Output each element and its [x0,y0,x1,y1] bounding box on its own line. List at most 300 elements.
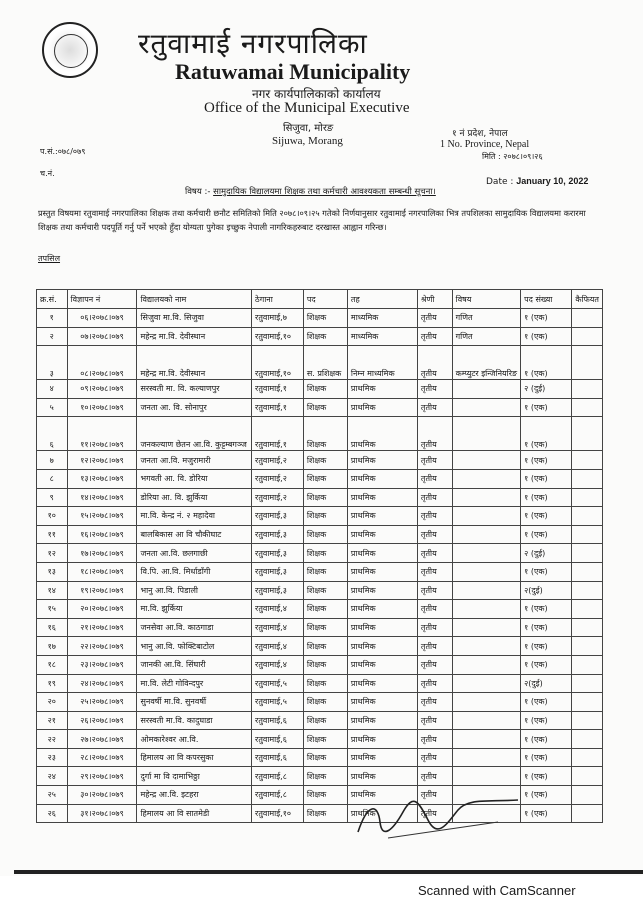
table-cell: ०६।२०७८।०७९ [67,309,137,328]
table-cell: शिक्षक [303,544,347,563]
col-address: ठेगाना [252,290,304,309]
table-cell: १९ [37,674,68,693]
table-cell [452,600,521,619]
table-cell: प्राथमिक [347,380,417,399]
table-cell: ०७।२०७८।०७९ [67,327,137,346]
table-cell: प्राथमिक [347,637,417,656]
table-cell: शिक्षक [303,600,347,619]
table-row [37,525,603,544]
table-cell: प्राथमिक [347,693,417,712]
table-row [37,618,603,637]
table-cell [572,618,603,637]
table-cell: जनता आ.वि. छलगाछी [137,544,252,563]
municipality-emblem-icon [42,22,98,78]
table-cell: १ [37,309,68,328]
table-cell: जानकी आ.वि. सिंघारी [137,655,252,674]
col-subject: विषय [452,290,521,309]
table-cell [572,674,603,693]
table-cell: प्राथमिक [347,804,417,823]
table-cell: १९।२०७८।०७९ [67,581,137,600]
table-cell: २०।२०७८।०७९ [67,600,137,619]
subject-line [185,186,436,197]
table-row [37,507,603,526]
table-cell: रतुवामाई,१० [252,327,304,346]
table-cell: तृतीय [417,309,452,328]
table-cell: प्राथमिक [347,655,417,674]
table-cell: २१ [37,711,68,730]
table-cell: रतुवामाई,१० [252,346,304,380]
office-name-np: नगर कार्यपालिकाको कार्यालय [252,87,381,101]
table-cell: स. प्रशिक्षक [303,346,347,380]
table-cell: रतुवामाई,६ [252,748,304,767]
table-cell: शिक्षक [303,804,347,823]
table-cell: १६।२०७८।०७९ [67,525,137,544]
table-cell: १ (एक) [521,767,572,786]
table-cell [452,693,521,712]
table-cell: तृतीय [417,380,452,399]
intro-paragraph: प्रस्तुत विषयमा रतुवामाई नगरपालिका शिक्षक तथा कर्मचारी छनौट समितिको मिति २०७८।०९।२५ गतेको निर्णयानुसार रतुवामाई नगरपालिका भित्र तपशिलका सामुदायिक विद्यालयमा करारमा शिक्षक तथा कर्मचारी पदपूर्ति गर्नु पर्ने भएको हुँदा योग्यता पुगेका इच्छुक नेपाली नागरिकहरुबाट दरखास्त आह्वान गरिन्छ। [38,208,586,232]
table-cell [572,637,603,656]
table-cell: शिक्षक [303,730,347,749]
table-row [37,346,603,380]
table-cell: मा.वि. केन्द्र नं. २ महादेवा [137,507,252,526]
col-remarks: कैफियत [572,290,603,309]
table-cell: १३।२०७८।०७९ [67,469,137,488]
table-cell: २४ [37,767,68,786]
table-cell: १ (एक) [521,730,572,749]
table-cell: २६।२०७८।०७९ [67,711,137,730]
table-cell: तृतीय [417,525,452,544]
table-row [37,655,603,674]
col-level: तह [347,290,417,309]
table-cell: सिजुवा मा.वि. सिजुवा [137,309,252,328]
col-sn: क्र.सं. [37,290,68,309]
table-cell: प्राथमिक [347,786,417,805]
table-cell: दुर्गा मा वि दामाभिठ्ठा [137,767,252,786]
table-cell: १३ [37,562,68,581]
table-cell: बालबिकास आ वि चौकीघाट [137,525,252,544]
table-row [37,581,603,600]
table-cell: १ (एक) [521,711,572,730]
table-cell: सरस्वती मा. वि. कल्याणपुर [137,380,252,399]
table-cell [572,346,603,380]
municipality-name-np: रतुवामाई नगरपालिका [138,27,368,60]
table-cell: शिक्षक [303,674,347,693]
col-post: पद [303,290,347,309]
table-cell: रतुवामाई,५ [252,674,304,693]
table-cell: तृतीय [417,488,452,507]
table-cell: शिक्षक [303,655,347,674]
table-cell: १ (एक) [521,346,572,380]
table-cell: १० [37,507,68,526]
table-row [37,693,603,712]
table-cell [452,637,521,656]
table-cell: १ (एक) [521,693,572,712]
table-cell: १ (एक) [521,525,572,544]
table-cell: तृतीय [417,655,452,674]
table-row [37,562,603,581]
table-cell [452,488,521,507]
table-cell: शिक्षक [303,637,347,656]
table-cell: रतुवामाई,६ [252,711,304,730]
table-cell: २२ [37,730,68,749]
table-cell: तृतीय [417,637,452,656]
table-cell: मा.वि. झुर्किया [137,600,252,619]
table-cell [452,417,521,451]
table-cell: शिक्षक [303,469,347,488]
table-cell [452,767,521,786]
table-cell [572,693,603,712]
table-cell: २३।२०७८।०७९ [67,655,137,674]
table-cell: तृतीय [417,417,452,451]
province-en: 1 No. Province, Nepal [440,139,530,150]
table-cell: प्राथमिक [347,562,417,581]
table-cell: १५।२०७८।०७९ [67,507,137,526]
table-row [37,398,603,417]
table-cell: तृतीय [417,581,452,600]
date-en-value: January 10, 2022 [516,176,589,186]
table-row [37,327,603,346]
table-cell: २९।२०७८।०७९ [67,767,137,786]
table-cell: शिक्षक [303,327,347,346]
table-cell: तृतीय [417,562,452,581]
dispatch-number: च.नं. [40,169,55,178]
table-cell [452,618,521,637]
table-cell: ८ [37,469,68,488]
table-row [37,544,603,563]
reference-number: प.सं.:०७८/०७९ [40,147,86,156]
table-row [37,469,603,488]
office-name-en: Office of the Municipal Executive [204,100,410,116]
table-cell: शिक्षक [303,525,347,544]
table-cell [572,451,603,470]
table-cell: भानु आ.वि. फोक्टिबाटोल [137,637,252,656]
table-row [37,637,603,656]
table-cell: २५ [37,786,68,805]
table-cell: तृतीय [417,600,452,619]
table-cell: तृतीय [417,451,452,470]
table-cell [452,730,521,749]
table-cell: २ [37,327,68,346]
table-cell: तृतीय [417,346,452,380]
table-cell: प्राथमिक [347,417,417,451]
table-cell: २२।२०७८।०७९ [67,637,137,656]
table-cell: गणित [452,327,521,346]
table-cell: १ (एक) [521,637,572,656]
table-cell: प्राथमिक [347,618,417,637]
table-cell: प्राथमिक [347,451,417,470]
table-cell [572,581,603,600]
table-cell [572,600,603,619]
table-cell: शिक्षक [303,451,347,470]
table-cell: १८।२०७८।०७९ [67,562,137,581]
table-cell: तृतीय [417,507,452,526]
table-cell: गणित [452,309,521,328]
table-cell: २ (दुई) [521,380,572,399]
table-cell: रतुवामाई,१ [252,417,304,451]
table-cell: १४।२०७८।०७९ [67,488,137,507]
table-cell: १ (एक) [521,398,572,417]
table-cell: प्राथमिक [347,469,417,488]
table-cell: १ (एक) [521,618,572,637]
province-np: १ नं प्रदेश, नेपाल [452,129,508,139]
table-cell [572,507,603,526]
table-cell: तृतीय [417,327,452,346]
table-cell: तृतीय [417,748,452,767]
address-np: सिजुवा, मोरङ [283,123,334,134]
table-cell: भगवती आ. वि. डोरिया [137,469,252,488]
table-cell: शिक्षक [303,380,347,399]
table-cell [452,581,521,600]
address-en: Sijuwa, Morang [272,135,343,147]
table-cell: रतुवामाई,३ [252,581,304,600]
subject-label: विषय :- [185,187,211,197]
table-cell: निम्न माध्यमिक [347,346,417,380]
table-row [37,488,603,507]
table-cell: ५ [37,398,68,417]
table-cell: तृतीय [417,544,452,563]
table-cell [572,748,603,767]
table-cell: तृतीय [417,618,452,637]
table-cell: शिक्षक [303,748,347,767]
table-cell: शिक्षक [303,309,347,328]
table-cell: २६ [37,804,68,823]
table-cell: महेन्द्र मा.वि. देवीस्थान [137,327,252,346]
table-cell [572,767,603,786]
table-cell: २४।२०७८।०७९ [67,674,137,693]
table-cell: सरस्वती मा.वि. कादुघाडा [137,711,252,730]
table-row [37,451,603,470]
table-cell: रतुवामाई,२ [252,469,304,488]
table-cell: ९ [37,488,68,507]
table-cell [452,674,521,693]
table-cell: शिक्षक [303,581,347,600]
table-cell: जनकल्याण छेतन आ.वि. कुट्टम्बगञ्ज [137,417,252,451]
table-cell: शिक्षक [303,507,347,526]
table-cell: शिक्षक [303,488,347,507]
table-cell: २८।२०७८।०७९ [67,748,137,767]
table-cell: २० [37,693,68,712]
table-cell: १ (एक) [521,488,572,507]
table-cell: प्राथमिक [347,767,417,786]
table-row [37,417,603,451]
table-cell: तृतीय [417,674,452,693]
table-cell [572,380,603,399]
table-cell: शिक्षक [303,562,347,581]
details-heading: तपसिल [38,254,61,263]
table-cell: १ (एक) [521,748,572,767]
table-cell: शिक्षक [303,711,347,730]
table-cell: २ (दुई) [521,544,572,563]
table-cell: प्राथमिक [347,544,417,563]
table-cell [572,309,603,328]
table-cell: १ (एक) [521,309,572,328]
table-cell [452,748,521,767]
table-cell: तृतीय [417,804,452,823]
table-cell [572,655,603,674]
col-grade: श्रेणी [417,290,452,309]
table-cell: प्राथमिक [347,507,417,526]
table-cell: १ (एक) [521,327,572,346]
table-cell: १ (एक) [521,804,572,823]
table-row [37,767,603,786]
table-cell: रतुवामाई,२ [252,451,304,470]
table-cell: १ (एक) [521,562,572,581]
table-cell: १७।२०७८।०७९ [67,544,137,563]
table-cell: ०८।२०७८।०७९ [67,346,137,380]
table-row [37,600,603,619]
table-cell: १ (एक) [521,786,572,805]
table-cell: ०९।२०७८।०७९ [67,380,137,399]
table-cell: १२।२०७८।०७९ [67,451,137,470]
table-cell [572,417,603,451]
table-cell: कम्प्युटर इन्जिनियरिङ [452,346,521,380]
table-cell: १५ [37,600,68,619]
table-cell [452,525,521,544]
table-cell: १ (एक) [521,417,572,451]
table-cell: तृतीय [417,786,452,805]
scanner-watermark: Scanned with CamScanner [418,883,576,898]
table-cell: ३१।२०७८।०७९ [67,804,137,823]
table-row [37,711,603,730]
table-cell: प्राथमिक [347,581,417,600]
table-cell: रतुवामाई,५ [252,693,304,712]
table-cell: २५।२०७८।०७९ [67,693,137,712]
table-cell: २३ [37,748,68,767]
table-cell [572,711,603,730]
table-cell: १८ [37,655,68,674]
signature-icon [348,792,528,842]
table-cell [452,469,521,488]
table-cell: १४ [37,581,68,600]
table-cell: ३०।२०७८।०७९ [67,786,137,805]
table-cell [452,562,521,581]
table-cell: शिक्षक [303,398,347,417]
col-count: पद संख्या [521,290,572,309]
table-cell: तृतीय [417,730,452,749]
table-cell: तृतीय [417,398,452,417]
table-cell [572,525,603,544]
table-cell: १ (एक) [521,469,572,488]
table-row [37,674,603,693]
table-cell: रतुवामाई,६ [252,730,304,749]
table-cell: माध्यमिक [347,327,417,346]
table-cell [452,711,521,730]
table-cell: शिक्षक [303,618,347,637]
table-cell [572,730,603,749]
table-cell [452,398,521,417]
table-cell: महेन्द्र आ.वि. इटहरा [137,786,252,805]
table-cell: रतुवामाई,४ [252,637,304,656]
table-cell [572,562,603,581]
table-row [37,380,603,399]
table-cell: शिक्षक [303,417,347,451]
table-cell: रतुवामाई,७ [252,309,304,328]
vacancy-table [36,289,603,823]
table-cell: १ (एक) [521,600,572,619]
table-cell [572,469,603,488]
table-cell: प्राथमिक [347,525,417,544]
table-body [37,309,603,823]
table-header-row [37,290,603,309]
table-cell: प्राथमिक [347,398,417,417]
table-cell: १ (एक) [521,451,572,470]
table-cell: शिक्षक [303,767,347,786]
table-cell: १ (एक) [521,507,572,526]
table-cell [572,804,603,823]
table-cell: रतुवामाई,४ [252,600,304,619]
table-cell: २(दुई) [521,674,572,693]
table-cell: जनता आ. वि. सोनापुर [137,398,252,417]
table-cell: तृतीय [417,767,452,786]
table-cell: ओमकारेश्वर आ.वि. [137,730,252,749]
table-cell: १६ [37,618,68,637]
table-cell: रतुवामाई,३ [252,562,304,581]
table-cell: २७।२०७८।०७९ [67,730,137,749]
table-cell [452,655,521,674]
table-cell: ११।२०७८।०७९ [67,417,137,451]
table-cell: माध्यमिक [347,309,417,328]
table-cell [572,398,603,417]
date-np: मिति : २०७८।०९।२६ [482,152,543,161]
table-cell: रतुवामाई,४ [252,655,304,674]
table-cell: रतुवामाई,३ [252,525,304,544]
date-en-label: Date : [486,177,514,187]
municipality-name-en: Ratuwamai Municipality [175,59,411,84]
table-cell: प्राथमिक [347,488,417,507]
table-cell [572,544,603,563]
table-cell: शिक्षक [303,693,347,712]
table-cell: ६ [37,417,68,451]
table-cell: ४ [37,380,68,399]
table-cell: जनता आ.वि. मजुरामारी [137,451,252,470]
table-cell: मा.वि. लेटी गोविन्दपुर [137,674,252,693]
table-cell [572,786,603,805]
table-cell: प्राथमिक [347,711,417,730]
table-cell: तृतीय [417,469,452,488]
table-cell: ७ [37,451,68,470]
table-cell: २१।२०७८।०७९ [67,618,137,637]
table-row [37,730,603,749]
table-cell: रतुवामाई,८ [252,786,304,805]
table-cell: महेन्द्र मा.वि. देवीस्थान [137,346,252,380]
table-cell: हिमालय आ वि कपरसुका [137,748,252,767]
subject-text: सामुदायिक विद्यालयमा शिक्षक तथा कर्मचारी आवश्यकता सम्बन्धी सूचना। [213,187,436,197]
table-cell [452,544,521,563]
table-cell: रतुवामाई,२ [252,488,304,507]
table-cell [452,507,521,526]
table-cell: १७ [37,637,68,656]
table-cell: रतुवामाई,३ [252,544,304,563]
table-cell: वि.पि. आ.वि. मिर्धाडाँगी [137,562,252,581]
table-cell: १ (एक) [521,655,572,674]
table-cell: २(दुई) [521,581,572,600]
table-cell [452,380,521,399]
table-cell: रतुवामाई,३ [252,507,304,526]
table-cell [572,327,603,346]
table-cell: शिक्षक [303,786,347,805]
date-en [486,176,588,187]
table-cell [452,451,521,470]
col-school: विद्यालयको नाम [137,290,252,309]
table-cell: तृतीय [417,711,452,730]
table-cell: १०।२०७८।०७९ [67,398,137,417]
table-cell: रतुवामाई,१ [252,398,304,417]
table-cell: प्राथमिक [347,748,417,767]
table-cell: रतुवामाई,१० [252,804,304,823]
table-cell [572,488,603,507]
table-cell: रतुवामाई,१ [252,380,304,399]
